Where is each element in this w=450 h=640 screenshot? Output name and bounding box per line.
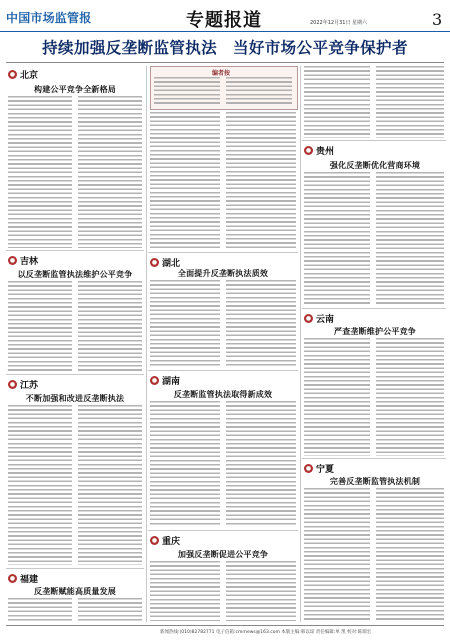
column-divider (300, 66, 301, 622)
article-body-text (304, 338, 370, 456)
article-body-text (8, 598, 72, 622)
article-body-text (150, 561, 220, 621)
article-body-text (226, 280, 296, 368)
region-tag-jilin (8, 254, 38, 267)
region-name: 江苏 (20, 381, 39, 391)
article-divider (148, 252, 298, 253)
article-body-text (150, 280, 220, 368)
region-name: 福建 (20, 575, 39, 585)
page-number: 3 (432, 10, 443, 29)
region-name: 贵州 (316, 147, 335, 157)
article-title-jilin: 以反垄断监管执法维护公平竞争 (17, 270, 133, 279)
masthead-rule (0, 31, 450, 32)
article-title-fujian: 反垄断赋能高质量发展 (34, 587, 116, 596)
article-body-text (150, 401, 220, 527)
region-tag-beijing (8, 68, 38, 81)
region-tag-jiangsu (8, 378, 38, 391)
newspaper-logo: 中国市场监管报 (6, 11, 92, 25)
article-body-text (226, 112, 296, 250)
article-body-text (304, 172, 370, 306)
region-name: 宁夏 (316, 465, 335, 475)
section-title: 专题报道 (186, 10, 262, 31)
article-body-text (78, 405, 142, 565)
article-divider (302, 458, 446, 459)
issue-date: 2022年12月31日 星期六 (310, 20, 368, 26)
article-title-hubei: 全面提升反垄断执法质效 (177, 269, 269, 278)
article-divider (6, 568, 144, 569)
article-body-text (304, 488, 370, 622)
article-divider (148, 530, 298, 531)
article-divider (302, 140, 446, 141)
article-title-beijing: 构建公平竞争全新格局 (34, 85, 116, 94)
region-marker-icon: ● (151, 537, 158, 544)
region-marker-icon: ● (151, 259, 158, 266)
region-marker-icon: ● (9, 575, 16, 582)
article-title-chongqing: 加强反垄断促进公平竞争 (177, 550, 269, 559)
article-body-text (226, 401, 296, 527)
article-title-guizhou: 强化反垄断优化营商环境 (329, 161, 421, 170)
region-tag-guizhou (304, 144, 334, 157)
region-name: 北京 (20, 71, 39, 81)
article-body-text (376, 172, 444, 306)
article-body-text (376, 338, 444, 456)
region-name: 湖南 (162, 377, 181, 387)
article-body-text (8, 281, 72, 371)
article-title-ningxia: 完善反垄断监管执法机制 (329, 477, 421, 486)
article-divider (6, 250, 144, 251)
column-divider (146, 66, 147, 622)
editor-note-text (226, 77, 292, 105)
article-title-jiangsu: 不断加强和改进反垄断执法 (25, 394, 125, 403)
region-tag-chongqing (150, 534, 180, 547)
region-marker-icon: ● (9, 257, 16, 264)
region-tag-yunnan (304, 312, 334, 325)
region-marker-icon: ● (9, 71, 16, 78)
article-body-text (304, 66, 370, 138)
headline-rule (6, 62, 444, 63)
region-marker-icon: ● (305, 315, 312, 322)
article-divider (148, 370, 298, 371)
article-body-text (78, 96, 142, 248)
region-marker-icon: ● (305, 147, 312, 154)
region-tag-hunan (150, 374, 180, 387)
article-body-text (8, 405, 72, 565)
article-body-text (78, 281, 142, 371)
editor-note-text (154, 77, 220, 105)
region-name: 湖北 (162, 259, 181, 269)
region-marker-icon: ● (151, 377, 158, 384)
article-title-yunnan: 严查垄断维护公平竞争 (334, 327, 416, 336)
article-body-text (226, 561, 296, 621)
region-name: 吉林 (20, 257, 39, 267)
article-title-hunan: 反垄断监管执法取得新成效 (173, 390, 273, 399)
article-body-text (376, 66, 444, 138)
region-name: 重庆 (162, 537, 181, 547)
region-marker-icon: ● (9, 381, 16, 388)
footer-rule (6, 625, 444, 626)
article-divider (302, 308, 446, 309)
region-tag-fujian (8, 572, 38, 585)
article-body-text (150, 112, 220, 250)
region-marker-icon: ● (305, 465, 312, 472)
region-tag-ningxia (304, 462, 334, 475)
region-name: 云南 (316, 315, 335, 325)
page-headline: 持续加强反垄断监管执法 当好市场公平竞争保护者 (42, 39, 408, 57)
editor-note-label: 编者按 (212, 70, 231, 77)
article-body-text (8, 96, 72, 248)
article-divider (6, 374, 144, 375)
footer-info: 新闻热线:(010)82782771 电子信箱:cmrnews@163.com 本版主编:韩以琼 责任编辑:单 凯 校对:陈瑞宏 (160, 630, 372, 635)
article-body-text (376, 488, 444, 622)
article-body-text (78, 598, 142, 622)
